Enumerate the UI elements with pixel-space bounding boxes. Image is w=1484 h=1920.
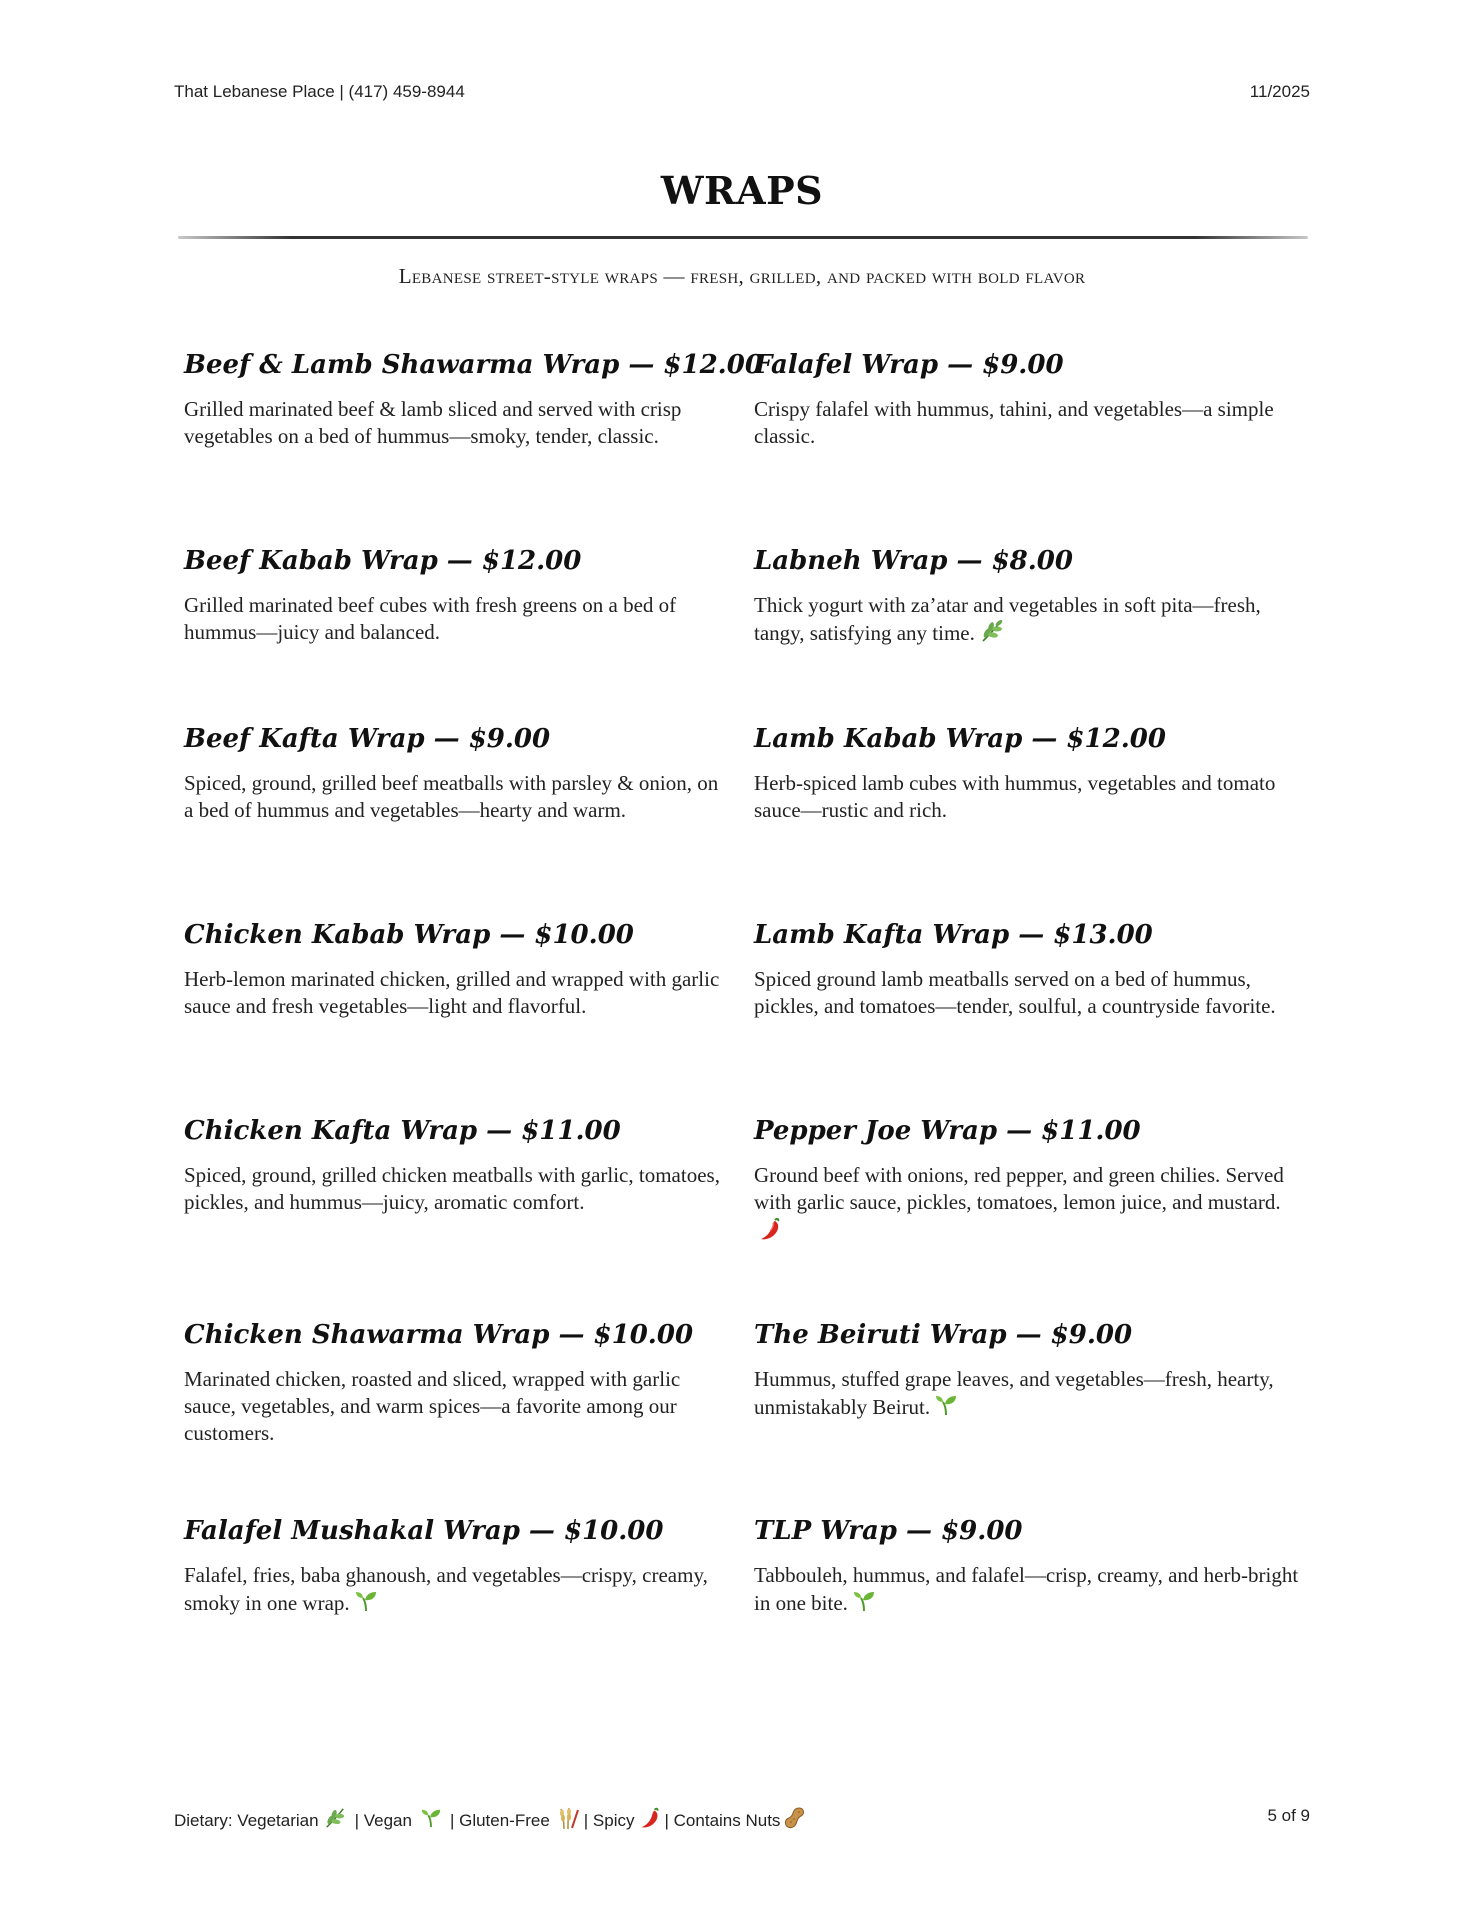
page-subtitle: Lebanese street-style wraps — fresh, grilled, and packed with bold flavor: [398, 264, 1086, 288]
legend-vegetarian-label: Dietary: Vegetarian: [174, 1810, 319, 1830]
page-footer: [174, 1806, 1310, 1836]
menu-item-description: Ground beef with onions, red pepper, and green chilies. Served with garlic sauce, pickles, tomatoes, lemon juice, and mustard.: [754, 1162, 1299, 1249]
spicy-icon: [639, 1806, 661, 1835]
spicy-icon: [758, 1216, 782, 1249]
menu-item-description: Grilled marinated beef cubes with fresh greens on a bed of hummus—juicy and balanced.: [184, 593, 677, 644]
vegan-icon: [852, 1589, 876, 1620]
menu-item: [754, 544, 1299, 650]
menu-item-name: The Beiruti Wrap — $9.00: [754, 1320, 1133, 1350]
menu-item-description: Marinated chicken, roasted and sliced, wrapped with garlic sauce, vegetables, and warm spices—a favorite among our customers.: [184, 1367, 681, 1445]
vegan-icon: [934, 1393, 958, 1424]
menu-item-description: Herb-lemon marinated chicken, grilled and wrapped with garlic sauce and fresh vegetables—light and flavorful.: [184, 967, 720, 1018]
menu-item-description: Crispy falafel with hummus, tahini, and vegetables—a simple classic.: [754, 397, 1274, 448]
vegan-icon: [420, 1807, 442, 1834]
menu-item-name: Chicken Shawarma Wrap — $10.00: [184, 1320, 694, 1350]
peanut-icon: [784, 1806, 806, 1835]
menu-item-name: Lamb Kafta Wrap — $13.00: [754, 920, 1153, 950]
menu-item-description: Spiced, ground, grilled beef meatballs with parsley & onion, on a bed of hummus and vegetables—hearty and warm.: [184, 771, 719, 822]
menu-item: [184, 918, 729, 1020]
menu-item: [754, 1114, 1299, 1249]
legend-vegan-label: | Vegan: [354, 1810, 412, 1830]
page-title: WRAPS: [660, 168, 824, 213]
menu-item-name: Falafel Mushakal Wrap — $10.00: [184, 1516, 664, 1546]
menu-item-description: Spiced ground lamb meatballs served on a bed of hummus, pickles, and tomatoes—tender, soulful, a countryside favorite.: [754, 967, 1276, 1018]
page-header: [174, 82, 1310, 110]
menu-item-description: Hummus, stuffed grape leaves, and vegetables—fresh, hearty, unmistakably Beirut.: [754, 1366, 1299, 1424]
title-divider: [178, 236, 1308, 239]
menu-item: [754, 1318, 1299, 1424]
menu-date: 11/2025: [1249, 82, 1310, 101]
menu-item: [184, 1514, 729, 1620]
menu-item-name: TLP Wrap — $9.00: [754, 1516, 1023, 1546]
menu-item-description: Tabbouleh, hummus, and falafel—crisp, creamy, and herb-bright in one bite.: [754, 1562, 1299, 1620]
gluten-free-icon: [558, 1806, 580, 1835]
menu-item: [184, 1318, 729, 1447]
legend-gluten-free-label: | Gluten-Free: [449, 1810, 550, 1830]
menu-item: [754, 918, 1299, 1020]
menu-item-description: Herb-spiced lamb cubes with hummus, vegetables and tomato sauce—rustic and rich.: [754, 771, 1276, 822]
menu-item: [184, 544, 729, 646]
legend-spicy-label: | Spicy: [583, 1810, 635, 1830]
menu-item: [754, 722, 1299, 824]
menu-item-name: Falafel Wrap — $9.00: [754, 350, 1064, 380]
menu-item: [754, 1514, 1299, 1620]
menu-item: [184, 1114, 729, 1216]
vegetarian-icon: [323, 1807, 347, 1834]
menu-item-name: Lamb Kabab Wrap — $12.00: [754, 724, 1166, 754]
legend-nuts-label: | Contains Nuts: [664, 1810, 781, 1830]
vegetarian-icon: [979, 619, 1005, 650]
menu-item-name: Labneh Wrap — $8.00: [754, 546, 1073, 576]
menu-item-name: Beef Kafta Wrap — $9.00: [184, 724, 551, 754]
menu-item-description: Spiced, ground, grilled chicken meatballs with garlic, tomatoes, pickles, and hummus—juicy, aromatic comfort.: [184, 1163, 720, 1214]
menu-item-name: Pepper Joe Wrap — $11.00: [754, 1116, 1141, 1146]
menu-item-description: Grilled marinated beef & lamb sliced and served with crisp vegetables on a bed of hummus—smoky, tender, classic.: [184, 397, 682, 448]
menu-item: [754, 348, 1299, 450]
menu-item-name: Chicken Kafta Wrap — $11.00: [184, 1116, 621, 1146]
menu-item-description: Thick yogurt with za’atar and vegetables in soft pita—fresh, tangy, satisfying any time.: [754, 592, 1299, 650]
restaurant-name-phone: That Lebanese Place | (417) 459-8944: [174, 82, 465, 101]
dietary-legend: [174, 1806, 806, 1835]
menu-item-name: Beef & Lamb Shawarma Wrap — $12.00: [184, 350, 763, 380]
vegan-icon: [354, 1589, 378, 1620]
page-number: 5 of 9: [1267, 1806, 1310, 1825]
menu-item-description: Falafel, fries, baba ghanoush, and vegetables—crispy, creamy, smoky in one wrap.: [184, 1562, 729, 1620]
menu-item-name: Chicken Kabab Wrap — $10.00: [184, 920, 634, 950]
menu-item-name: Beef Kabab Wrap — $12.00: [184, 546, 582, 576]
menu-item: [184, 722, 729, 824]
menu-item: [184, 348, 763, 450]
